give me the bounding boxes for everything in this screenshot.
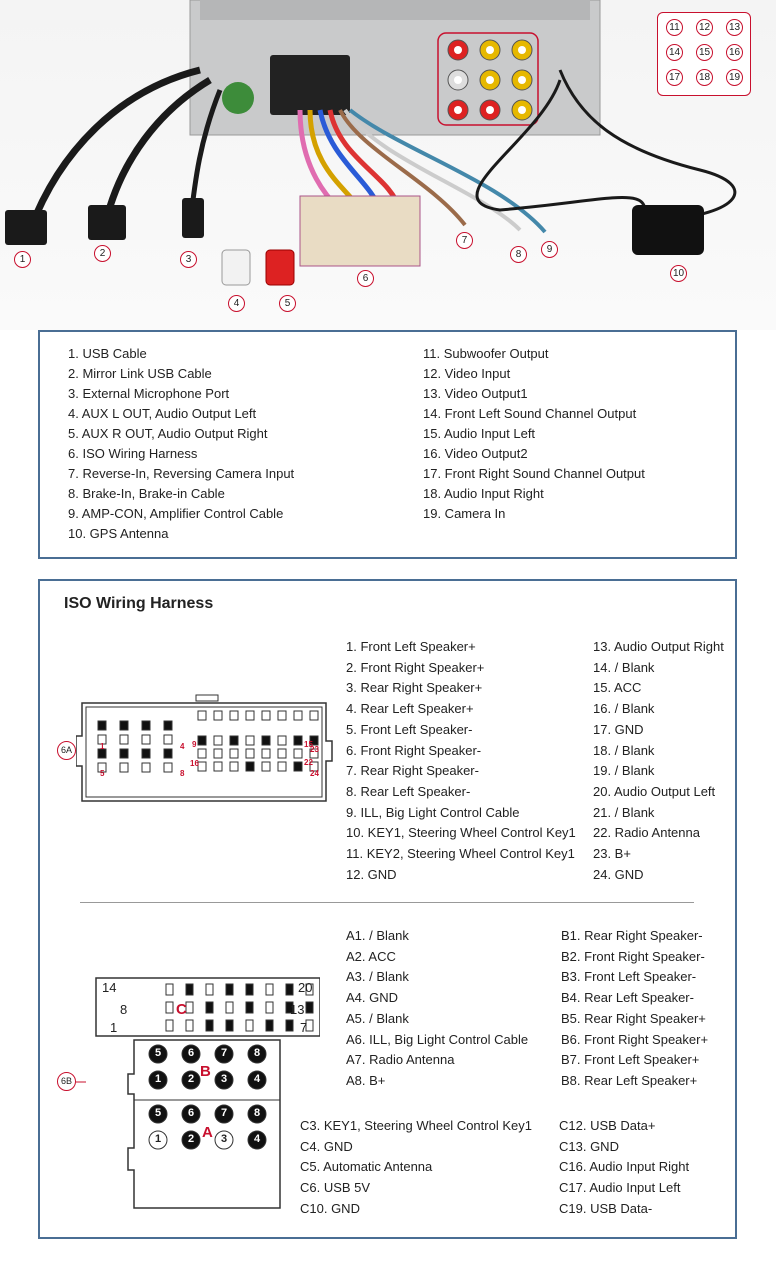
product-photo	[0, 0, 776, 330]
pin-cell	[246, 711, 254, 720]
pin-item: 6. Front Right Speaker-	[346, 742, 482, 758]
callout-1: 1	[14, 251, 31, 268]
pins-c-right-list	[559, 1116, 689, 1220]
legend-item: 2. Mirror Link USB Cable	[68, 366, 212, 381]
conn-c-label-14: 14	[102, 980, 117, 995]
conn-c-label-1: 1	[110, 1020, 118, 1035]
connector-6a-diagram	[76, 691, 338, 806]
pin-item: 19. / Blank	[593, 763, 655, 779]
callout-11: 11	[666, 19, 683, 36]
pin-item: B4. Rear Left Speaker-	[561, 990, 694, 1006]
callout-5: 5	[279, 295, 296, 312]
pin-item: B3. Front Left Speaker-	[561, 969, 697, 985]
ab-pin-number: 6	[187, 1107, 195, 1119]
pin-item: A6. ILL, Big Light Control Cable	[346, 1031, 529, 1047]
conn-c-label-8: 8	[120, 1002, 128, 1017]
pins-a-list	[346, 926, 528, 1092]
pin-cell	[294, 736, 302, 745]
pin-cell	[214, 711, 222, 720]
section-divider	[80, 902, 694, 903]
legend-item: 1. USB Cable	[68, 346, 147, 361]
pin-item: A1. / Blank	[346, 928, 409, 943]
callout-2: 2	[94, 245, 111, 262]
legend-item: 12. Video Input	[423, 366, 511, 381]
legend-item: 13. Video Output1	[423, 386, 528, 401]
pin-item: 17. GND	[593, 721, 644, 737]
legend-item: 10. GPS Antenna	[68, 526, 169, 541]
pin-cell	[246, 736, 254, 745]
legend-right-column	[423, 344, 645, 524]
callout-8: 8	[510, 246, 527, 263]
pin-item: B6. Front Right Speaker+	[561, 1031, 709, 1047]
legend-item: 11. Subwoofer Output	[423, 346, 549, 361]
legend-item: 5. AUX R OUT, Audio Output Right	[68, 426, 268, 441]
pin-cell	[214, 749, 222, 758]
pin-cell	[164, 735, 172, 744]
pin-item: A8. B+	[346, 1072, 386, 1088]
pin-item: 9. ILL, Big Light Control Cable	[346, 804, 520, 820]
conn-b-letter: B	[200, 1063, 211, 1080]
pin-item: C17. Audio Input Left	[559, 1180, 681, 1196]
legend-item: 4. AUX L OUT, Audio Output Left	[68, 406, 257, 421]
connector-6b-diagram	[76, 974, 320, 1214]
pin-cell	[120, 735, 128, 744]
legend-item: 9. AMP-CON, Amplifier Control Cable	[68, 506, 284, 521]
legend-item: 16. Video Output2	[423, 446, 528, 461]
legend-item: 15. Audio Input Left	[423, 426, 536, 441]
conn-c-label-13: 13	[290, 1002, 305, 1017]
ab-pin-number: 5	[154, 1047, 162, 1059]
c-pin	[166, 1020, 173, 1031]
pin-item: B2. Front Right Speaker-	[561, 948, 705, 964]
pin-item: A2. ACC	[346, 948, 396, 964]
legend-panel	[38, 330, 737, 559]
c-pin	[266, 1002, 273, 1013]
ab-pin-number: 5	[154, 1107, 162, 1119]
pin-cell	[310, 711, 318, 720]
pins-c-left-list	[300, 1116, 532, 1220]
pin-cell	[294, 749, 302, 758]
c-pin	[306, 1002, 313, 1013]
rca-jack-center	[518, 46, 526, 54]
iso-harness-panel	[38, 579, 737, 1239]
c-pin	[226, 1002, 233, 1013]
legend-item: 7. Reverse-In, Reversing Camera Input	[68, 466, 295, 481]
iso-title: ISO Wiring Harness	[64, 595, 214, 612]
pin-item: C19. USB Data-	[559, 1200, 653, 1216]
pin-cell	[142, 721, 150, 730]
c-pin	[286, 984, 293, 995]
pin-item: C16. Audio Input Right	[559, 1159, 690, 1175]
ab-pin-number: 4	[253, 1073, 261, 1085]
pin-cell	[230, 749, 238, 758]
rca-jack-center	[518, 106, 526, 114]
c-pin	[206, 1020, 213, 1031]
pin-item: 23. B+	[593, 846, 631, 862]
legend-item: 18. Audio Input Right	[423, 486, 544, 501]
pin-item: 16. / Blank	[593, 701, 655, 717]
pin-item: 8. Rear Left Speaker-	[346, 783, 471, 799]
rca-callout-grid	[657, 12, 751, 96]
pin-cell	[246, 762, 254, 771]
pin-cell	[198, 711, 206, 720]
c-pin	[266, 1020, 273, 1031]
legend-item: 8. Brake-In, Brake-in Cable	[68, 486, 225, 501]
pin-item: 2. Front Right Speaker+	[346, 659, 485, 675]
callout-7: 7	[456, 232, 473, 249]
pin-label-4: 4	[180, 742, 185, 751]
rca-jack-center	[486, 46, 494, 54]
legend-item: 17. Front Right Sound Channel Output	[423, 466, 645, 481]
pins-6a-left-list	[346, 637, 576, 885]
ab-pin-number: 8	[253, 1047, 261, 1059]
pin-item: 4. Rear Left Speaker+	[346, 701, 474, 717]
pin-item: 12. GND	[346, 866, 397, 882]
pin-item: C4. GND	[300, 1138, 353, 1154]
pin-label-24: 24	[310, 769, 319, 778]
ab-pin-number: 7	[220, 1107, 228, 1119]
pin-label-9: 9	[192, 740, 197, 749]
pin-cell	[278, 762, 286, 771]
legend-item: 3. External Microphone Port	[68, 386, 230, 401]
rca-jack-center	[454, 46, 462, 54]
pin-item: 11. KEY2, Steering Wheel Control Key1	[346, 846, 575, 862]
rca-jack-center	[518, 76, 526, 84]
c-pin	[186, 984, 193, 995]
pin-cell	[262, 762, 270, 771]
pin-label-15: 15	[304, 740, 313, 749]
pin-item: C3. KEY1, Steering Wheel Control Key1	[300, 1118, 532, 1133]
pin-cell	[164, 749, 172, 758]
pin-cell	[262, 711, 270, 720]
ab-pin-number: 1	[154, 1133, 162, 1145]
pin-cell	[278, 736, 286, 745]
pin-cell	[142, 763, 150, 772]
pin-item: A3. / Blank	[346, 969, 409, 985]
callout-3: 3	[180, 251, 197, 268]
pins-b-list	[561, 926, 708, 1092]
callout-10: 10	[670, 265, 687, 282]
callout-14: 14	[666, 44, 683, 61]
pin-item: 5. Front Left Speaker-	[346, 721, 473, 737]
pin-label-1: 1	[100, 742, 105, 751]
pin-cell	[294, 711, 302, 720]
pin-item: 3. Rear Right Speaker+	[346, 680, 483, 696]
c-pin	[266, 984, 273, 995]
pin-cell	[294, 762, 302, 771]
pin-item: 18. / Blank	[593, 742, 655, 758]
c-pin	[246, 1020, 253, 1031]
pin-label-5: 5	[100, 769, 105, 778]
pin-item: B5. Rear Right Speaker+	[561, 1010, 706, 1026]
conn-c-label-20: 20	[298, 980, 313, 995]
ab-pin-number: 7	[220, 1047, 228, 1059]
pin-item: B7. Front Left Speaker+	[561, 1052, 700, 1068]
callout-17: 17	[666, 69, 683, 86]
pin-item: 24. GND	[593, 866, 644, 882]
ab-pin-number: 2	[187, 1073, 195, 1085]
c-pin	[206, 984, 213, 995]
pin-cell	[278, 711, 286, 720]
pin-item: C6. USB 5V	[300, 1180, 371, 1196]
pin-item: 14. / Blank	[593, 659, 655, 675]
callout-4: 4	[228, 295, 245, 312]
pin-cell	[120, 721, 128, 730]
callout-16: 16	[726, 44, 743, 61]
callout-12: 12	[696, 19, 713, 36]
pin-label-23: 23	[310, 745, 319, 754]
c-pin	[186, 1002, 193, 1013]
ab-pin-number: 6	[187, 1047, 195, 1059]
c-pin	[246, 1002, 253, 1013]
pin-item: 1. Front Left Speaker+	[346, 639, 476, 654]
callout-6: 6	[357, 270, 374, 287]
conn-c-label-7: 7	[300, 1020, 308, 1035]
pin-item: 15. ACC	[593, 680, 642, 696]
rca-jack-center	[454, 76, 462, 84]
pin-cell	[262, 736, 270, 745]
pin-item: B1. Rear Right Speaker-	[561, 928, 703, 943]
pin-item: 21. / Blank	[593, 804, 655, 820]
callout-9: 9	[541, 241, 558, 258]
ab-pin-number: 4	[253, 1133, 261, 1145]
pin-cell	[278, 749, 286, 758]
label-6a: 6A	[57, 741, 76, 760]
legend-item: 19. Camera In	[423, 506, 506, 521]
legend-item: 6. ISO Wiring Harness	[68, 446, 198, 461]
pin-cell	[214, 762, 222, 771]
legend-left-column	[68, 344, 294, 544]
c-pin	[166, 984, 173, 995]
pin-item: B8. Rear Left Speaker+	[561, 1072, 698, 1088]
callout-18: 18	[696, 69, 713, 86]
pin-cell	[142, 735, 150, 744]
pin-item: 7. Rear Right Speaker-	[346, 763, 479, 779]
pin-item: C12. USB Data+	[559, 1118, 656, 1133]
conn-a-letter: A	[202, 1124, 213, 1141]
pin-cell	[198, 762, 206, 771]
pin-cell	[230, 762, 238, 771]
rca-jack-center	[486, 106, 494, 114]
c-pin	[206, 1002, 213, 1013]
pin-cell	[198, 736, 206, 745]
pin-item: 22. Radio Antenna	[593, 825, 700, 841]
pin-cell	[262, 749, 270, 758]
pin-label-16: 16	[190, 759, 199, 768]
pin-cell	[120, 763, 128, 772]
pin-cell	[198, 749, 206, 758]
label-6b: 6B	[57, 1072, 76, 1091]
pin-cell	[142, 749, 150, 758]
callout-15: 15	[696, 44, 713, 61]
legend-item: 14. Front Left Sound Channel Output	[423, 406, 637, 421]
pin-label-8: 8	[180, 769, 185, 778]
ab-pin-number: 3	[220, 1133, 228, 1145]
pin-item: 20. Audio Output Left	[593, 783, 716, 799]
pin-label-22: 22	[304, 758, 313, 767]
ab-pin-number: 2	[187, 1133, 195, 1145]
c-pin	[246, 984, 253, 995]
pin-cell	[230, 711, 238, 720]
ab-pin-number: 8	[253, 1107, 261, 1119]
c-pin	[226, 1020, 233, 1031]
conn-c-letter: C	[176, 1001, 187, 1018]
c-pin	[286, 1020, 293, 1031]
ab-pin-number: 1	[154, 1073, 162, 1085]
pin-item: C5. Automatic Antenna	[300, 1159, 433, 1175]
callout-19: 19	[726, 69, 743, 86]
callout-13: 13	[726, 19, 743, 36]
pin-cell	[246, 749, 254, 758]
pin-cell	[98, 721, 106, 730]
pins-6a-right-list	[593, 637, 724, 885]
rca-jack-center	[454, 106, 462, 114]
pin-cell	[230, 736, 238, 745]
pin-item: A7. Radio Antenna	[346, 1052, 455, 1068]
c-pin	[226, 984, 233, 995]
connector-key	[196, 695, 218, 701]
pin-item: A4. GND	[346, 990, 399, 1006]
pin-item: A5. / Blank	[346, 1010, 409, 1026]
pin-cell	[164, 763, 172, 772]
pin-item: C13. GND	[559, 1138, 619, 1154]
rca-jack-center	[486, 76, 494, 84]
pin-item: 10. KEY1, Steering Wheel Control Key1	[346, 825, 576, 841]
c-pin	[166, 1002, 173, 1013]
pin-item: 13. Audio Output Right	[593, 639, 724, 654]
pin-cell	[214, 736, 222, 745]
c-pin	[186, 1020, 193, 1031]
pin-cell	[164, 721, 172, 730]
ab-pin-number: 3	[220, 1073, 228, 1085]
pin-cell	[120, 749, 128, 758]
pin-item: C10. GND	[300, 1200, 360, 1216]
